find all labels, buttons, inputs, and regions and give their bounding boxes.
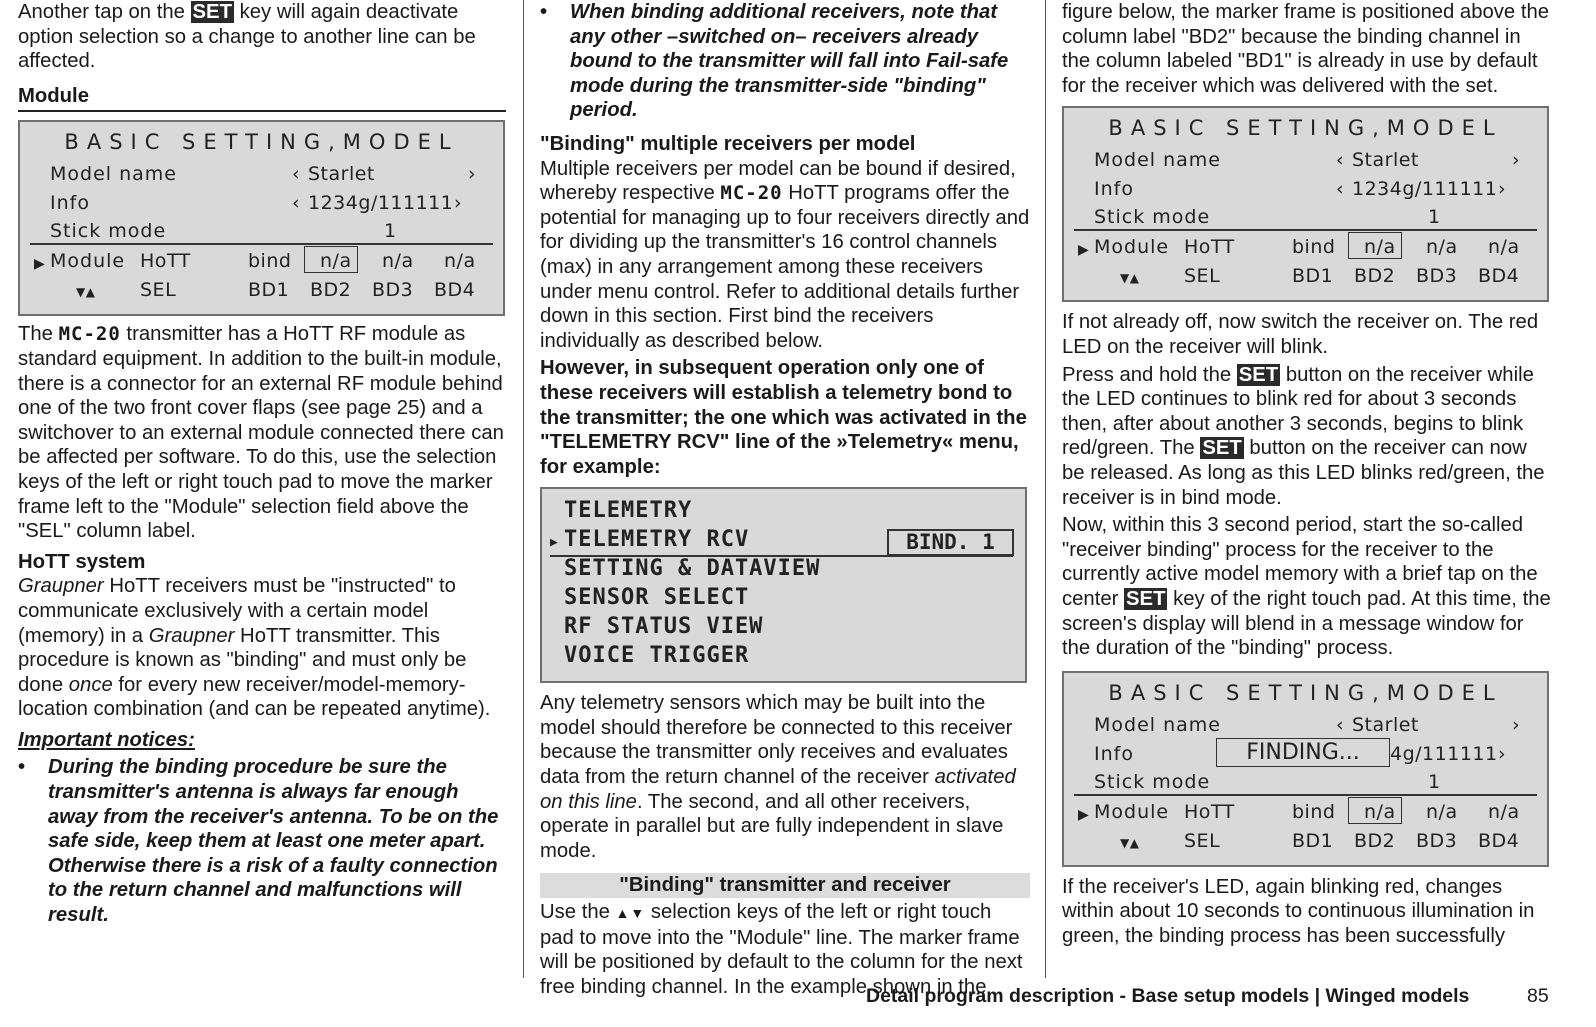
chevron-left-icon: ‹ (1336, 178, 1345, 201)
bd4-status: n/a (444, 250, 476, 273)
sensor-select-item: SENSOR SELECT (564, 585, 750, 611)
bd1-label: BD1 (248, 279, 290, 302)
bd3-label: BD3 (1416, 265, 1458, 288)
bd2-label: BD2 (1354, 829, 1396, 852)
basic-setting-screen (18, 120, 505, 316)
hott-label: HoTT (140, 250, 191, 273)
column-middle (540, 0, 1030, 1002)
bd4-status: n/a (1488, 236, 1520, 259)
paragraph: figure below, the marker frame is positioned above the column label "BD2" because the binding channel in the column labeled "BD1" is already in use by default for the receiver which was delivered with the set. (1062, 1, 1550, 97)
column-right (1062, 0, 1552, 951)
model-name-label: Model name (1094, 149, 1221, 172)
paragraph: Use the ▲▼ selection keys of the left or right touch pad to move into the "Module" line. The marker frame will be positioned by default to the column for the next free binding channel. In the example shown in the (540, 901, 1023, 998)
paragraph: Press and hold the SET button on the receiver while the LED continues to blink red for about 3 seconds then, after about another 3 seconds, begins to blink red/green. The SET button on the receiver can now be released. As long as this LED blinks red/green, the receiver is in bind mode. (1062, 363, 1545, 509)
telemetry-rcv-item: TELEMETRY RCV (564, 527, 750, 553)
bd4-label: BD4 (1478, 829, 1520, 852)
chevron-right-icon: › (1512, 713, 1521, 736)
paragraph: Any telemetry sensors which may be built into the model should therefore be connected to this receiver because the transmitter only receives and evaluates data from the return channel of the receiver activated on this line. The second, and all other receivers, operate in parallel but are fully independent in slave mode. (540, 692, 1016, 862)
chevron-right-icon: › (454, 192, 463, 215)
info-label: Info (50, 192, 90, 215)
voice-trigger-item: VOICE TRIGGER (564, 643, 750, 669)
sel-label: SEL (1184, 265, 1221, 288)
model-name-label: Model name (1094, 713, 1221, 736)
bd3-status: n/a (1426, 800, 1458, 823)
chevron-left-icon: ‹ (1336, 713, 1345, 736)
screen-title: BASIC SETTING,MODEL (64, 130, 459, 155)
mc20-logo: MC-20 (58, 323, 121, 346)
sel-label: SEL (140, 279, 177, 302)
screen-title: BASIC SETTING,MODEL (1108, 680, 1503, 705)
setting-dataview-item: SETTING & DATAVIEW (564, 556, 821, 582)
bind-label: bind (1292, 800, 1336, 823)
info-value: 1234g/111111 (308, 192, 454, 215)
model-name-value: Starlet (1352, 149, 1419, 172)
finding-message-window: FINDING... (1216, 738, 1390, 767)
stick-mode-value: 1 (1428, 206, 1441, 229)
set-key-label: SET (192, 1, 232, 23)
chevron-left-icon: ‹ (292, 192, 301, 215)
bullet-item: • During the binding procedure be sure the transmitter's antenna is always far enough away from the receiver's antenna. To be on the safe side, keep them at least one meter apart. Otherwise there is a risk of a faulty connection to the return channel and malfunctions will result. (18, 756, 499, 927)
bd4-status: n/a (1488, 800, 1520, 823)
bd2-status: n/a (1364, 800, 1396, 823)
stick-mode-label: Stick mode (1094, 206, 1211, 229)
column-left (18, 0, 506, 928)
set-key-label: SET (1126, 587, 1166, 610)
bd2-status: n/a (1364, 236, 1396, 259)
bd3-label: BD3 (1416, 829, 1458, 852)
bind-label: bind (248, 250, 292, 273)
divider (30, 243, 493, 245)
set-key-label: SET (1238, 363, 1279, 386)
info-label: Info (1094, 742, 1134, 765)
hott-label: HoTT (1184, 800, 1235, 823)
info-value-partial: 4g/111111 (1390, 742, 1498, 765)
chevron-left-icon: ‹ (1336, 149, 1345, 172)
chevron-left-icon: ‹ (292, 163, 301, 186)
page-footer: Detail program description - Base setup models | Winged models (866, 985, 1470, 1007)
bd3-label: BD3 (372, 279, 414, 302)
bullet-item: • When binding additional receivers, note that any other –switched on– receivers already bound to the transmitter will fall into Fail-safe mode during the transmitter-side "binding" period. (540, 1, 1009, 122)
paragraph: The MC-20 transmitter has a HoTT RF module as standard equipment. In addition to the built-in module, there is a connector for an external RF module behind one of the two front cover flaps (see page 25) and a switchover to an external module connected there can be affected per software. To do this, use the selection keys of the left or right touch pad to move the marker frame left to the "Module" selection field above the "SEL" column label. (18, 323, 504, 543)
set-key-label: SET (1202, 437, 1242, 460)
divider (1074, 229, 1537, 231)
cursor-arrow-icon: ▶ (1078, 806, 1089, 823)
chevron-right-icon: › (1498, 178, 1507, 201)
stick-mode-value: 1 (384, 220, 397, 243)
stick-mode-label: Stick mode (1094, 770, 1211, 793)
info-label: Info (1094, 178, 1134, 201)
important-notices-heading: Important notices: (18, 728, 195, 751)
bd2-label: BD2 (1354, 265, 1396, 288)
rf-status-view-item: RF STATUS VIEW (564, 614, 764, 640)
bd1-label: BD1 (1292, 829, 1334, 852)
stick-mode-value: 1 (1428, 770, 1441, 793)
telemetry-screen (540, 487, 1027, 683)
chevron-right-icon: › (468, 163, 477, 186)
bd4-label: BD4 (1478, 265, 1520, 288)
hott-heading: HoTT system (18, 550, 146, 573)
basic-setting-screen (1062, 106, 1549, 302)
binding-screen (1062, 671, 1549, 867)
paragraph: If the receiver's LED, again blinking red, changes within about 10 seconds to continuous illumination in green, the binding process has been successfully (1062, 875, 1535, 947)
paragraph: If not already off, now switch the receiver on. The red LED on the receiver will blink. (1062, 311, 1539, 358)
up-down-arrows-icon: ▲▼ (615, 905, 646, 922)
divider (1074, 794, 1537, 796)
up-down-arrows-icon: ▼▲ (1120, 835, 1140, 850)
telemetry-title: TELEMETRY (564, 498, 693, 524)
bd3-status: n/a (1426, 236, 1458, 259)
module-label: Module (50, 250, 126, 273)
cursor-arrow-icon: ▶ (550, 535, 559, 551)
cursor-arrow-icon: ▶ (1078, 242, 1089, 259)
paragraph: Another tap on the SET key will again deactivate option selection so a change to another line can be affected. (18, 1, 476, 73)
module-heading: Module (18, 84, 506, 113)
bd3-status: n/a (382, 250, 414, 273)
page-number: 85 (1527, 985, 1549, 1007)
bind-value-field: BIND. 1 (887, 529, 1014, 556)
column-divider (523, 0, 524, 978)
bd2-status: n/a (320, 250, 352, 273)
bd4-label: BD4 (434, 279, 476, 302)
multi-receiver-heading: "Binding" multiple receivers per model (540, 132, 916, 155)
hott-label: HoTT (1184, 236, 1235, 259)
info-value: 1234g/111111 (1352, 178, 1498, 201)
model-name-label: Model name (50, 163, 177, 186)
bd2-label: BD2 (310, 279, 352, 302)
chevron-right-icon: › (1498, 742, 1507, 765)
column-divider (1045, 0, 1046, 978)
paragraph-bold: However, in subsequent operation only one of these receivers will establish a telemetry bond to the transmitter; the one which was activated in the "TELEMETRY RCV" line of the »Telemetry« menu, for example: (540, 357, 1027, 478)
chevron-right-icon: › (1512, 149, 1521, 172)
paragraph: Now, within this 3 second period, start the so-called "receiver binding" process for the receiver to the currently active model memory with a brief tap on the center SET key of the right touch pad. At this time, the screen's display will blend in a message window for the duration of the "binding" process. (1062, 514, 1551, 660)
module-label: Module (1094, 236, 1170, 259)
model-name-value: Starlet (308, 163, 375, 186)
stick-mode-label: Stick mode (50, 220, 167, 243)
section-heading: "Binding" transmitter and receiver (540, 873, 1030, 898)
up-down-arrows-icon: ▼▲ (76, 285, 96, 300)
cursor-arrow-icon: ▶ (34, 256, 45, 273)
module-label: Module (1094, 800, 1170, 823)
screen-title: BASIC SETTING,MODEL (1108, 116, 1503, 141)
model-name-value: Starlet (1352, 713, 1419, 736)
bind-label: bind (1292, 236, 1336, 259)
bd1-label: BD1 (1292, 265, 1334, 288)
paragraph: Multiple receivers per model can be bound if desired, whereby respective MC-20 HoTT programs offer the potential for managing up to four receivers directly and for dividing up the transmitter's 16 control channels (max) in any arrangement among these receivers under menu control. Refer to additional details further down in this section. First bind the receivers individually as described below. (540, 157, 1030, 352)
sel-label: SEL (1184, 829, 1221, 852)
mc20-logo: MC-20 (720, 182, 783, 205)
paragraph: Graupner HoTT receivers must be "instructed" to communicate exclusively with a certain model (memory) in a Graupner HoTT transmitter. This procedure is known as "binding" and must only be done once for every new receiver/model-memory-location combination (and can be repeated anytime). (18, 575, 491, 721)
up-down-arrows-icon: ▼▲ (1120, 271, 1140, 286)
